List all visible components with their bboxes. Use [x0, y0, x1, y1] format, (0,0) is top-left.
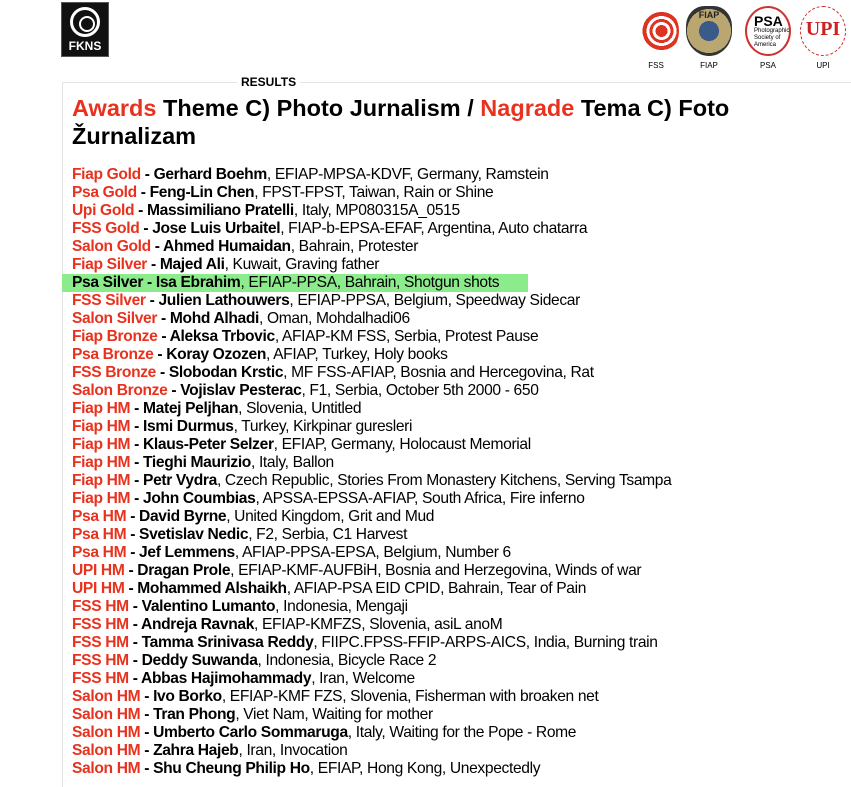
author-name: David Byrne	[139, 508, 227, 525]
author-name: Tran Phong	[153, 706, 236, 723]
entry-details: , Iran, Welcome	[311, 670, 415, 687]
entry-details: , Italy, MP080315A_0515	[293, 202, 460, 219]
author-name: Vojislav Pesterac	[180, 382, 302, 399]
author-name: Jef Lemmens	[139, 544, 235, 561]
result-row	[72, 166, 671, 184]
award-label: Psa Bronze	[72, 346, 154, 363]
award-label: Fiap HM	[72, 454, 131, 471]
award-label: Psa HM	[72, 508, 127, 525]
result-row	[72, 490, 671, 508]
separator: -	[140, 688, 154, 705]
section-label: RESULTS	[237, 75, 300, 89]
fiap-logo: FIAP FIAP	[683, 6, 735, 70]
result-row	[72, 220, 671, 238]
separator: -	[130, 400, 144, 417]
author-name: Klaus-Peter Selzer	[143, 436, 274, 453]
result-row	[72, 508, 671, 526]
author-name: Matej Peljhan	[143, 400, 239, 417]
author-name: Dragan Prole	[137, 562, 231, 579]
separator: -	[156, 364, 169, 381]
separator: -	[139, 220, 153, 237]
award-label: Fiap HM	[72, 472, 131, 489]
award-label: Salon HM	[72, 706, 141, 723]
fss-logo: FSS	[630, 6, 682, 70]
award-label: Salon HM	[72, 760, 141, 777]
result-row	[62, 274, 528, 292]
entry-details: , EFIAP-PPSA, Belgium, Speedway Sidecar	[289, 292, 580, 309]
separator: -	[140, 742, 154, 759]
award-label: FSS Bronze	[72, 364, 157, 381]
entry-details: , EFIAP-KMF FZS, Slovenia, Fisherman with broaken net	[221, 688, 599, 705]
award-label: FSS HM	[72, 616, 129, 633]
separator: -	[136, 184, 150, 201]
fkns-logo: FKNS	[61, 2, 109, 57]
entry-details: , AFIAP-PPSA-EPSA, Belgium, Number 6	[234, 544, 511, 561]
separator: -	[130, 418, 144, 435]
author-name: Isa Ebrahim	[155, 274, 241, 291]
separator: -	[140, 760, 154, 777]
entry-details: , MF FSS-AFIAP, Bosnia and Hercegovina, Rat	[283, 364, 594, 381]
separator: -	[140, 706, 154, 723]
result-row	[72, 454, 671, 472]
result-row	[72, 256, 671, 274]
award-label: Salon Gold	[72, 238, 151, 255]
author-name: Shu Cheung Philip Ho	[153, 760, 310, 777]
author-name: Deddy Suwanda	[141, 652, 258, 669]
award-label: Fiap Bronze	[72, 328, 158, 345]
separator: -	[147, 256, 160, 273]
result-row	[72, 418, 671, 436]
entry-details: , Italy, Ballon	[250, 454, 334, 471]
entry-details: , FIIPC.FPSS-FFIP-ARPS-AICS, India, Burning train	[313, 634, 658, 651]
entry-details: , Italy, Waiting for the Pope - Rome	[347, 724, 577, 741]
entry-details: , AFIAP-KM FSS, Serbia, Protest Pause	[274, 328, 539, 345]
author-name: Julien Lathouwers	[158, 292, 290, 309]
separator: -	[150, 238, 164, 255]
award-label: Fiap HM	[72, 490, 131, 507]
separator: -	[128, 634, 142, 651]
author-name: John Coumbias	[143, 490, 256, 507]
separator: -	[126, 508, 140, 525]
separator: -	[130, 436, 144, 453]
author-name: Umberto Carlo Sommaruga	[153, 724, 348, 741]
entry-details: , EFIAP, Hong Kong, Unexpectedly	[309, 760, 541, 777]
result-row	[72, 184, 671, 202]
result-row	[72, 202, 671, 220]
author-name: Svetislav Nedic	[139, 526, 249, 543]
entry-details: , APSSA-EPSSA-AFIAP, South Africa, Fire inferno	[255, 490, 585, 507]
author-name: Zahra Hajeb	[153, 742, 239, 759]
author-name: Andreja Ravnak	[141, 616, 255, 633]
entry-details: , EFIAP-MPSA-KDVF, Germany, Ramstein	[266, 166, 549, 183]
result-row	[72, 328, 671, 346]
result-row	[72, 400, 671, 418]
author-name: Massimiliano Pratelli	[146, 202, 294, 219]
entry-details: , EFIAP-KMFZS, Slovenia, asiL anoM	[254, 616, 503, 633]
award-label: Psa Gold	[72, 184, 137, 201]
separator: -	[128, 616, 142, 633]
entry-details: , Viet Nam, Waiting for mother	[235, 706, 433, 723]
result-row	[72, 346, 671, 364]
result-row	[72, 706, 671, 724]
result-row	[72, 742, 671, 760]
result-row	[72, 310, 671, 328]
author-name: Valentino Lumanto	[141, 598, 276, 615]
author-name: Tamma Srinivasa Reddy	[141, 634, 314, 651]
author-name: Mohammed Alshaikh	[137, 580, 287, 597]
result-row	[72, 616, 671, 634]
award-label: Salon Silver	[72, 310, 158, 327]
award-label: FSS Gold	[72, 220, 140, 237]
page-title: Awards Theme C) Photo Jurnalism / Nagrade Tema C) Foto Žurnalizam	[72, 95, 730, 149]
separator: -	[145, 292, 159, 309]
result-row	[72, 598, 671, 616]
separator: -	[143, 274, 156, 291]
author-name: Aleksa Trbovic	[169, 328, 275, 345]
result-row	[72, 634, 671, 652]
result-row	[72, 472, 671, 490]
entry-details: , Oman, Mohdalhadi06	[259, 310, 410, 327]
entry-details: , Czech Republic, Stories From Monastery Kitchens, Serving Tsampa	[216, 472, 672, 489]
separator: -	[134, 202, 147, 219]
award-label: Salon HM	[72, 742, 141, 759]
award-label: Salon Bronze	[72, 382, 168, 399]
entry-details: , Turkey, Kirkpinar guresleri	[233, 418, 413, 435]
separator: -	[128, 598, 142, 615]
result-row	[72, 688, 671, 706]
author-name: Tieghi Maurizio	[143, 454, 251, 471]
separator: -	[124, 562, 138, 579]
separator: -	[130, 490, 144, 507]
award-label: Fiap Gold	[72, 166, 141, 183]
entry-details: , FPST-FPST, Taiwan, Rain or Shine	[254, 184, 494, 201]
award-label: Fiap Silver	[72, 256, 148, 273]
separator: -	[128, 652, 142, 669]
shutter-icon	[70, 7, 100, 37]
entry-details: , F2, Serbia, C1 Harvest	[248, 526, 408, 543]
author-name: Gerhard Boehm	[153, 166, 267, 183]
result-row	[72, 760, 671, 778]
award-label: Psa Silver	[72, 274, 144, 291]
award-label: UPI HM	[72, 580, 125, 597]
separator: -	[157, 310, 170, 327]
psa-logo: PSA Photographic Society of America PSA	[742, 6, 794, 70]
separator: -	[128, 670, 142, 687]
author-name: Jose Luis Urbaitel	[152, 220, 281, 237]
author-name: Abbas Hajimohammady	[141, 670, 312, 687]
result-row	[72, 652, 671, 670]
award-label: Upi Gold	[72, 202, 135, 219]
separator: -	[153, 346, 167, 363]
award-label: Salon HM	[72, 724, 141, 741]
result-row	[72, 526, 671, 544]
award-label: Psa HM	[72, 544, 127, 561]
result-row	[72, 436, 671, 454]
entry-details: , United Kingdom, Grit and Mud	[226, 508, 435, 525]
separator: -	[126, 526, 140, 543]
award-label: UPI HM	[72, 562, 125, 579]
result-row	[72, 382, 671, 400]
author-name: Slobodan Krstic	[168, 364, 284, 381]
result-row	[72, 238, 671, 256]
award-label: FSS HM	[72, 634, 129, 651]
results-list	[72, 166, 671, 778]
entry-details: , Slovenia, Untitled	[238, 400, 362, 417]
entry-details: , AFIAP-PSA EID CPID, Bahrain, Tear of Pain	[286, 580, 587, 597]
entry-details: , Bahrain, Protester	[290, 238, 419, 255]
author-name: Ahmed Humaidan	[163, 238, 291, 255]
entry-details: , Indonesia, Bicycle Race 2	[257, 652, 437, 669]
entry-details: , Iran, Invocation	[238, 742, 348, 759]
result-row	[72, 580, 671, 598]
award-label: Salon HM	[72, 688, 141, 705]
result-row	[72, 562, 671, 580]
entry-details: , EFIAP, Germany, Holocaust Memorial	[273, 436, 531, 453]
award-label: FSS HM	[72, 598, 129, 615]
author-name: Mohd Alhadi	[169, 310, 260, 327]
author-name: Majed Ali	[159, 256, 225, 273]
separator: -	[126, 544, 140, 561]
entry-details: , Indonesia, Mengaji	[275, 598, 408, 615]
author-name: Ivo Borko	[153, 688, 222, 705]
award-label: FSS HM	[72, 670, 129, 687]
entry-details: , EFIAP-KMF-AUFBiH, Bosnia and Herzegovina, Winds of war	[230, 562, 642, 579]
separator: -	[124, 580, 138, 597]
result-row	[72, 724, 671, 742]
author-name: Koray Ozozen	[166, 346, 267, 363]
author-name: Feng-Lin Chen	[149, 184, 255, 201]
entry-details: , EFIAP-PPSA, Bahrain, Shotgun shots	[240, 274, 500, 291]
author-name: Petr Vydra	[143, 472, 217, 489]
author-name: Ismi Durmus	[143, 418, 234, 435]
result-row	[72, 544, 671, 562]
separator: -	[130, 454, 144, 471]
result-row	[72, 364, 671, 382]
award-label: Fiap HM	[72, 436, 131, 453]
entry-details: , AFIAP, Turkey, Holy books	[266, 346, 448, 363]
award-label: Fiap HM	[72, 418, 131, 435]
award-label: FSS Silver	[72, 292, 146, 309]
award-label: Fiap HM	[72, 400, 131, 417]
entry-details: , Kuwait, Graving father	[224, 256, 380, 273]
result-row	[72, 292, 671, 310]
award-label: Psa HM	[72, 526, 127, 543]
entry-details: , F1, Serbia, October 5th 2000 - 650	[301, 382, 539, 399]
separator: -	[140, 166, 154, 183]
upi-logo: UPI UPI	[797, 6, 849, 70]
separator: -	[130, 472, 144, 489]
separator: -	[157, 328, 170, 345]
result-row	[72, 670, 671, 688]
separator: -	[167, 382, 181, 399]
separator: -	[140, 724, 154, 741]
entry-details: , FIAP-b-EPSA-EFAF, Argentina, Auto chatarra	[280, 220, 588, 237]
award-label: FSS HM	[72, 652, 129, 669]
